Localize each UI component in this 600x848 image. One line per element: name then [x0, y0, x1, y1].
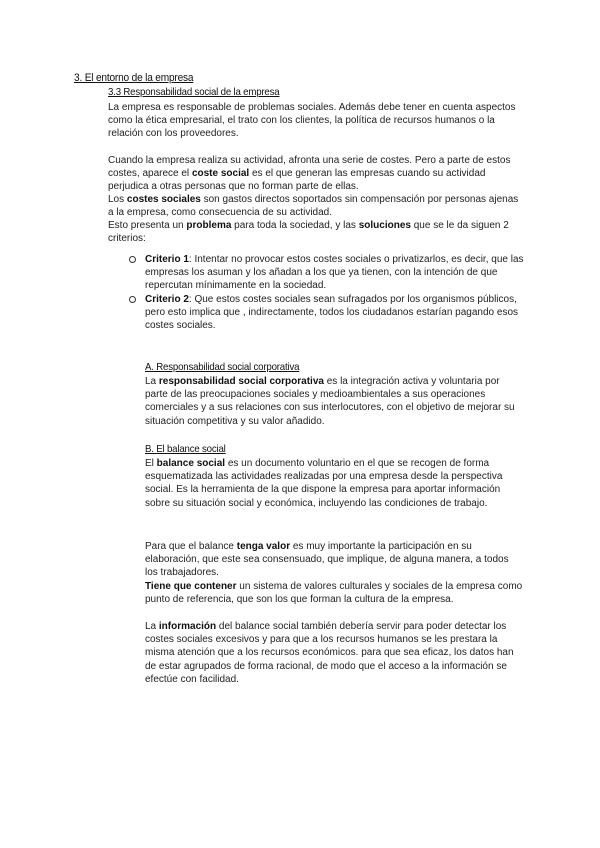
section-b-title: B. El balance social — [145, 443, 226, 455]
section-a-title: A. Responsabilidad social corporativa — [145, 361, 300, 373]
subsection-title: 3.3 Responsabilidad social de la empresa — [108, 86, 280, 98]
coste-social-paragraph: Cuando la empresa realiza su actividad, afronta una serie de costes. Pero a parte de estos costes, aparece el coste social es el que generan las empresas cuando su actividad perjudica a otras personas que no forman parte de ellas. — [108, 155, 511, 193]
section-a-paragraph: La responsabilidad social corporativa es la integración activa y voluntaria por parte de las preocupaciones sociales y medioambientales a sus operaciones comerciales y a sus relaciones con sus interlocutores, con el objetivo de mejorar su situación competitiva y su valor añadido. — [145, 376, 515, 427]
problema-paragraph: Esto presenta un problema para toda la sociedad, y las soluciones que se le da siguen 2 criterios: — [108, 220, 509, 245]
balance-social-paragraph: El balance social es un documento voluntario en el que se recogen de forma esquematizada las actividades realizadas por una empresa desde la perspectiva social. Es la herramienta de la que dispone la empresa para aportar información sobre su situación social y económica, incluyendo las condiciones de trabajo. — [145, 458, 503, 509]
section-title: 3. El entorno de la empresa — [74, 72, 194, 84]
circle-bullet-icon — [129, 256, 136, 263]
intro-paragraph: La empresa es responsable de problemas sociales. Además debe tener en cuenta aspectos como la ética empresarial, el trato con los clientes, la política de recursos humanos o la relación con los proveedores. — [108, 102, 516, 140]
criteria-list — [127, 253, 525, 332]
tiene-que-contener-paragraph: Tiene que contener un sistema de valores culturales y sociales de la empresa como punto de referencia, que son los que forman la cultura de la empresa. — [145, 581, 523, 606]
circle-bullet-icon — [129, 296, 136, 303]
informacion-paragraph: La información del balance social también debería servir para poder detectar los costes sociales excesivos y para que a los recursos humanos se les prestara la misma atención que a los recursos económicos. para que sea eficaz, los datos han de estar agrupados de forma racional, de modo que el acceso a la información se efectúe con facilidad. — [145, 621, 514, 685]
list-item: Criterio 1: Intentar no provocar estos costes sociales o privatizarlos, es decir, que las empresas los asuman y los añadan a los que ya tienen, con la intención de que repercutan mínimamente en la sociedad. — [127, 253, 525, 293]
tenga-valor-paragraph: Para que el balance tenga valor es muy importante la participación en su elaboración, que este sea consensuado, que implique, de alguna manera, a todos los trabajadores. — [145, 541, 509, 579]
costes-sociales-paragraph: Los costes sociales son gastos directos soportados sin compensación por personas ajenas a la empresa, como consecuencia de su actividad. — [108, 194, 519, 219]
list-item: Criterio 2: Que estos costes sociales sean sufragados por los organismos públicos, pero esto implica que , indirectamente, todos los ciudadanos estarían pagando esos costes sociales. — [127, 293, 525, 333]
